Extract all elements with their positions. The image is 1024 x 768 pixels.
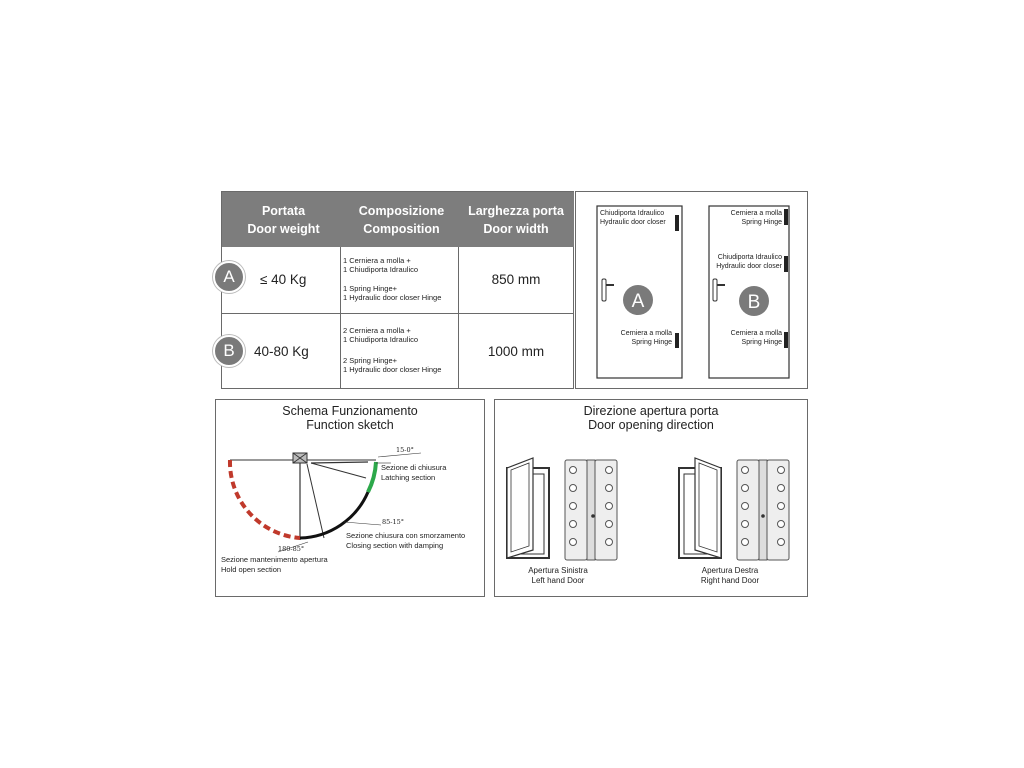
handle-b-icon — [713, 279, 717, 301]
angle-latch: 15-0° — [396, 446, 414, 454]
handle-a-icon — [602, 279, 606, 301]
door-b-badge: B — [747, 292, 761, 313]
header-door-weight — [222, 192, 345, 247]
label-it: Apertura Sinistra — [528, 566, 588, 575]
width-value-a: 850 mm — [491, 272, 541, 287]
function-sketch-title-en: Function sketch — [306, 418, 394, 432]
right-door-icon — [679, 458, 721, 558]
door-leaf-closed — [311, 462, 368, 463]
angle-damping: 85-15° — [382, 518, 404, 526]
label-en: Hydraulic door closer — [600, 218, 666, 226]
door-types-panel — [575, 191, 808, 389]
composition-en-b — [343, 356, 441, 374]
label-it: Apertura Destra — [701, 566, 759, 575]
composition-line: 1 Cerniera a molla + — [343, 256, 411, 265]
door-b-closer-label — [712, 254, 782, 271]
label-en: Spring Hinge — [631, 338, 672, 346]
label-en: Spring Hinge — [741, 338, 782, 346]
composition-line: 1 Hydraulic door closer Hinge — [343, 365, 442, 374]
label-en: Right hand Door — [700, 576, 760, 585]
damping-label — [346, 531, 465, 551]
opening-direction-panel — [494, 399, 808, 597]
composition-line: 1 Spring Hinge+ — [343, 284, 397, 293]
spring-hinge-b-bottom-icon — [784, 332, 788, 348]
latch-arc — [368, 462, 376, 492]
right-door-label — [667, 566, 793, 586]
composition-it-b — [343, 326, 418, 344]
divider — [340, 247, 341, 388]
left-hinge-icon — [565, 460, 617, 560]
divider — [222, 313, 573, 314]
hold-open-arc — [230, 460, 300, 538]
composition-line: 1 Chiudiporta Idraulico — [343, 265, 419, 274]
label-it: Cerniera a molla — [730, 210, 782, 217]
composition-line: 1 Chiudiporta Idraulico — [343, 335, 419, 344]
weight-value-b: 40-80 Kg — [254, 344, 309, 359]
composition-line: 1 Hydraulic door closer Hinge — [343, 293, 442, 302]
label-en: Spring Hinge — [741, 218, 782, 226]
header-line-en: Composition — [363, 221, 440, 236]
function-sketch-panel — [215, 399, 485, 597]
header-line-it: Larghezza porta — [468, 203, 564, 218]
label-it: Cerniera a molla — [620, 330, 672, 337]
composition-en-a — [343, 284, 441, 302]
badge-b: B — [213, 335, 245, 367]
label-it: Sezione chiusura con smorzamento — [346, 531, 466, 540]
specification-table — [221, 191, 574, 389]
label-en: Hold open section — [221, 565, 282, 574]
door-a-closer-label — [600, 210, 666, 227]
spring-hinge-b-top-icon — [784, 209, 788, 225]
header-line-en: Door width — [483, 221, 549, 236]
label-en: Left hand Door — [531, 576, 585, 585]
header-line-en: Door weight — [247, 221, 320, 236]
label-en: Hydraulic door closer — [716, 262, 782, 270]
opening-direction-title-en: Door opening direction — [588, 418, 714, 432]
closer-a-icon — [675, 215, 679, 231]
divider — [458, 247, 459, 388]
spring-hinge-a-icon — [675, 333, 679, 348]
door-leaf-85 — [307, 464, 324, 538]
label-it: Sezione mantenimento apertura — [221, 555, 328, 564]
composition-it-a — [343, 256, 418, 274]
label-en: Closing section with damping — [346, 541, 444, 550]
angle-hold: 180-85° — [278, 545, 305, 553]
composition-line: 2 Cerniera a molla + — [343, 326, 411, 335]
label-it: Chiudiporta Idraulico — [600, 210, 665, 217]
header-line-it: Portata — [261, 203, 306, 218]
door-b-hinge-bottom-label — [716, 330, 782, 347]
left-door-label — [495, 566, 621, 586]
door-a-hinge-label — [606, 330, 672, 347]
header-line-it: Composizione — [358, 203, 445, 218]
left-door-icon — [507, 458, 549, 558]
door-a-badge: A — [631, 291, 645, 312]
right-hinge-icon — [737, 460, 789, 560]
hold-label — [221, 555, 328, 575]
latch-label — [381, 463, 446, 483]
composition-line: 2 Spring Hinge+ — [343, 356, 397, 365]
label-en: Latching section — [381, 473, 436, 482]
header-composition — [345, 192, 458, 247]
header-door-width — [458, 192, 574, 247]
door-leaf-15 — [311, 463, 366, 478]
label-it: Chiudiporta Idraulico — [717, 254, 782, 261]
weight-value-a: ≤ 40 Kg — [260, 272, 307, 287]
opening-direction-title-it: Direzione apertura porta — [583, 404, 719, 418]
function-sketch-title-it: Schema Funzionamento — [282, 404, 418, 418]
door-b-hinge-top-label — [716, 210, 782, 227]
label-it: Cerniera a molla — [730, 330, 782, 337]
closer-b-icon — [784, 256, 788, 272]
label-it: Sezione di chiusura — [381, 463, 447, 472]
width-value-b: 1000 mm — [487, 344, 545, 359]
badge-a: A — [213, 261, 245, 293]
